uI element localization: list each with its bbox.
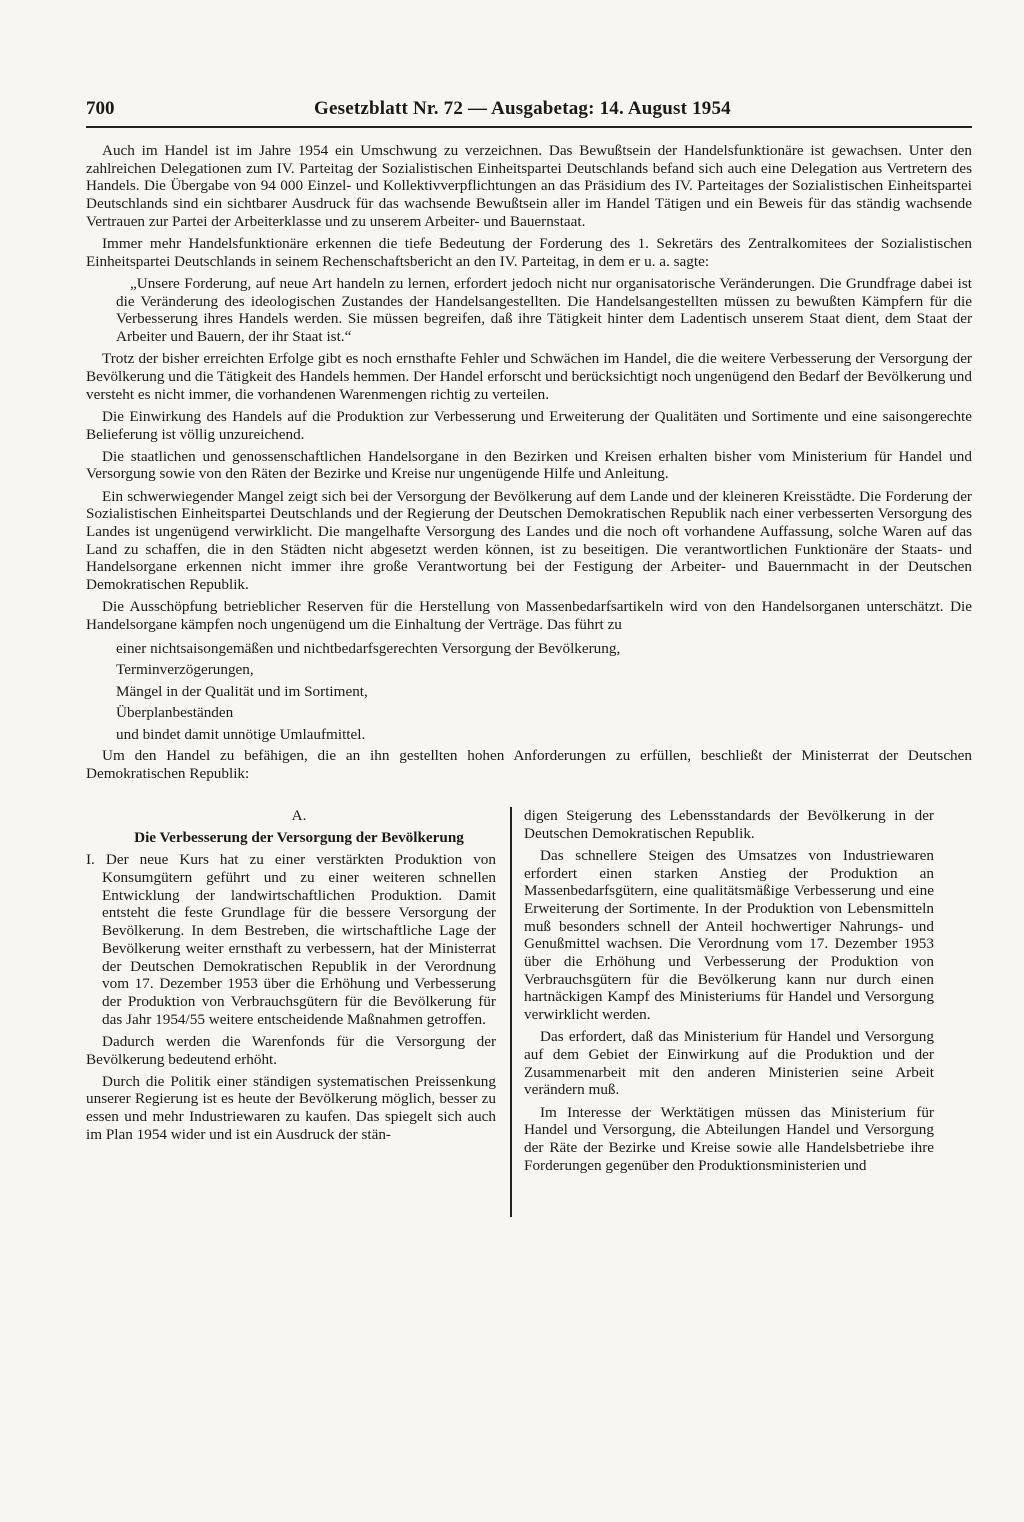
right-column — [524, 807, 934, 1217]
list-item: Überplanbeständen — [116, 704, 234, 722]
list-item: Terminverzögerungen, — [116, 661, 254, 679]
paragraph: Dadurch werden die Warenfonds für die Versorgung der Bevölkerung bedeutend erhöht. — [86, 1032, 496, 1068]
list-item: Mängel in der Qualität und im Sortiment, — [116, 682, 368, 700]
resolution-intro: Um den Handel zu befähigen, die an ihn gestellten hohen Anforderungen zu erfüllen, beschließt der Ministerrat der Deutschen Demokratischen Republik: — [86, 747, 972, 783]
effects-list — [116, 640, 972, 744]
list-item: einer nichtsaisongemäßen und nichtbedarfsgerechten Versorgung der Bevölkerung, — [116, 639, 621, 657]
numbered-item: I. Der neue Kurs hat zu einer verstärkten Produktion von Konsumgütern geführt und zu einer weiteren schnellen Entwicklung der landwirtschaftlichen Produktion. Damit entsteht die feste Grundlage für die bessere Versorgung der Bevölkerung. In dem Bestreben, die wirtschaftliche Lage der Bevölkerung weiter ernsthaft zu verbessern, hat der Ministerrat der Deutschen Demokratischen Republik in der Verordnung vom 17. Dezember 1953 über die Erhöhung und Verbesserung der Produktion von Verbrauchsgütern für die Bevölkerung für das Jahr 1954/55 weitere entscheidende Maßnahmen getroffen. — [86, 851, 496, 1028]
left-column — [86, 807, 510, 1217]
section-title: Die Verbesserung der Versorgung der Bevölkerung — [134, 829, 464, 847]
paragraph: digen Steigerung des Lebensstandards der Bevölkerung in der Deutschen Demokratischen Republik. — [524, 806, 934, 842]
paragraph: Immer mehr Handelsfunktionäre erkennen die tiefe Bedeutung der Forderung des 1. Sekretärs des Zentralkomitees der Sozialistischen Einheitspartei Deutschlands in seinem Rechenschaftsbericht an den IV. Parteitag, in dem er u. a. sagte: — [86, 235, 972, 270]
section-letter: A. — [291, 806, 307, 824]
paragraph: Das schnellere Steigen des Umsatzes von Industriewaren erfordert einen starken Anstieg der Produktion an Massenbedarfsgütern, eine qualitätsmäßige Verbesserung und eine Erweiterung der Sortimente. In der Produktion von Lebensmitteln muß besonders schnell der Anteil hochwertiger Nahrungs- und Genußmittel wachsen. Die Verordnung vom 17. Dezember 1953 über die Erhöhung und Verbesserung der Produktion von Verbrauchsgütern für die Bevölkerung kann nur durch einen hartnäckigen Kampf des Ministeriums für Handel und Versorgung verwirklicht werden. — [524, 846, 934, 1024]
paragraph: Im Interesse der Werktätigen müssen das Ministerium für Handel und Versorgung, die Abteilungen Handel und Versorgung der Räte der Bezirke und Kreise sowie alle Handelsbetriebe ihre Forderungen gegenüber den Produktionsministerien und — [524, 1103, 934, 1174]
page-header — [86, 96, 972, 128]
paragraph: Ein schwerwiegender Mangel zeigt sich bei der Versorgung der Bevölkerung auf dem Lande und der kleineren Kreisstädte. Die Forderung der Sozialistischen Einheitspartei Deutschlands und der Regierung der Deutschen Demokratischen Republik nach einer verbesserten Versorgung des Landes ist ungenügend verwirklicht. Die mangelhafte Versorgung des Landes und die noch oft vorhandene Auffassung, solche Waren auf das Land zu schaffen, die in den Städten nicht abgesetzt werden können, ist zu beseitigen. Die verantwortlichen Funktionäre der Staats- und Handelsorgane erkennen nicht immer ihre große Verantwortung bei der Festigung der Arbeiter- und Bauernmacht in der Deutschen Demokratischen Republik. — [86, 487, 972, 594]
paragraph: Das erfordert, daß das Ministerium für Handel und Versorgung auf dem Gebiet der Einwirkung auf die Produktion und der Zusammenarbeit mit den anderen Ministerien seine Arbeit verändern muß. — [524, 1028, 934, 1099]
paragraph: Durch die Politik einer ständigen systematischen Preissenkung unserer Regierung ist es heute der Bevölkerung möglich, besser zu essen und mehr Industriewaren zu kaufen. Das spiegelt sich auch im Plan 1954 wider und ist ein Ausdruck der stän- — [86, 1072, 496, 1143]
two-column-section — [86, 807, 972, 1217]
paragraph: Die staatlichen und genossenschaftlichen Handelsorgane in den Bezirken und Kreisen erhalten bisher vom Ministerium für Handel und Versorgung sowie von den Räten der Bezirke und Kreise nur ungenügende Hilfe und Anleitung. — [86, 447, 972, 483]
document-body — [86, 142, 972, 1217]
paragraph: Trotz der bisher erreichten Erfolge gibt es noch ernsthafte Fehler und Schwächen im Handel, die die weitere Verbesserung der Versorgung der Bevölkerung und die Tätigkeit des Handels hemmen. Der Handel erforscht und berücksichtigt noch ungenügend den Bedarf der Bevölkerung und versteht es nicht immer, die vorhandenen Warenmengen richtig zu verteilen. — [86, 350, 972, 403]
running-title: Gesetzblatt Nr. 72 — Ausgabetag: 14. August 1954 — [314, 98, 731, 119]
paragraph: Die Ausschöpfung betrieblicher Reserven für die Herstellung von Massenbedarfsartikeln wird von den Handelsorganen unterschätzt. Die Handelsorgane kämpfen noch ungenügend um die Einhaltung der Verträge. Das führt zu — [86, 598, 972, 634]
quotation: „Unsere Forderung, auf neue Art handeln zu lernen, erfordert jedoch nicht nur organisatorische Veränderungen. Die Grundfrage dabei ist die Veränderung des ideologischen Zustandes der Handelsangestellten. Die Handelsangestellten müssen zu bewußten Kämpfern für die Verbesserung ihres Handels werden. Sie müssen begreifen, daß ihre Tätigkeit hinter dem Ladentisch unserem Staat dient, dem Staat der Arbeiter und Bauern, der ihr Staat ist.“ — [116, 274, 972, 346]
column-divider — [510, 807, 512, 1217]
page-number: 700 — [86, 98, 115, 119]
paragraph: Auch im Handel ist im Jahre 1954 ein Umschwung zu verzeichnen. Das Bewußtsein der Handelsfunktionäre ist gewachsen. Unter den zahlreichen Delegationen zum IV. Parteitag der Sozialistischen Einheitspartei Deutschlands befand sich auch eine Delegation aus Vertretern des Handels. Die Übergabe von 94 000 Einzel- und Kollektivverpflichtungen an das Präsidium des IV. Parteitages der Sozialistischen Einheitspartei Deutschlands sind ein sichtbarer Ausdruck für das wachsende Bewußtsein aller im Handel Tätigen und ein Beweis für das ständig wachsende Vertrauen zur Partei der Arbeiterklasse und zu unserem Arbeiter- und Bauernstaat. — [86, 142, 972, 230]
list-item: und bindet damit unnötige Umlaufmittel. — [116, 725, 366, 743]
paragraph: Die Einwirkung des Handels auf die Produktion zur Verbesserung und Erweiterung der Qualitäten und Sortimente und eine saisongerechte Belieferung ist völlig unzureichend. — [86, 407, 972, 443]
